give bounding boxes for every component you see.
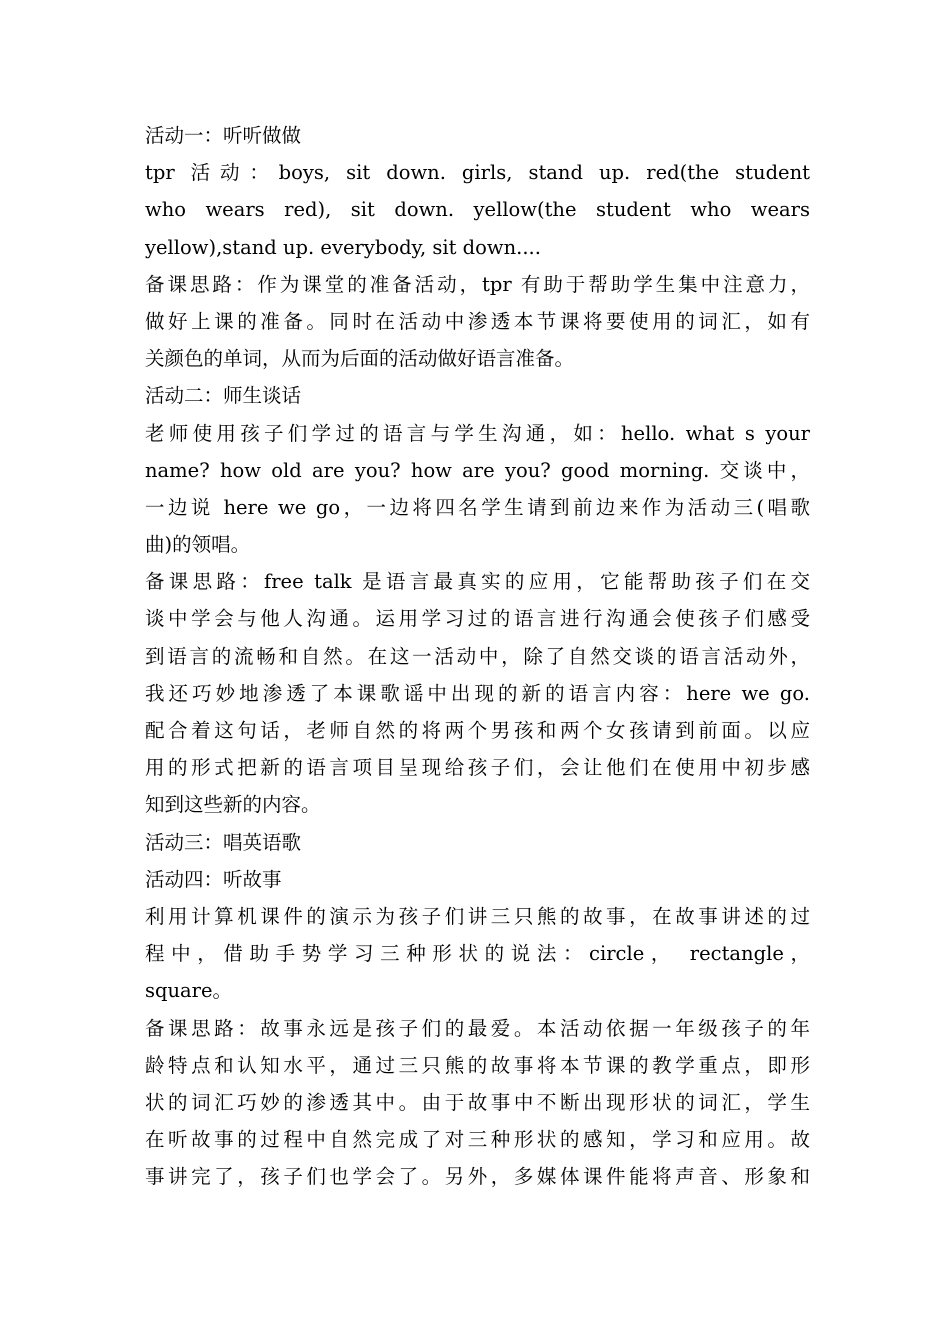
heading-activity-4: 活动四：听故事 — [145, 867, 282, 891]
text-line: tpr 活动：boys, sit down. girls, stand up. red(the student — [145, 161, 810, 185]
text-line: 我还巧妙地渗透了本课歌谣中出现的新的语言内容：here we go. — [145, 681, 810, 705]
text-line: yellow),stand up. everybody, sit down.... — [145, 235, 541, 259]
text-line: 备课思路：作为课堂的准备活动，tpr 有助于帮助学生集中注意力， — [145, 272, 810, 296]
text-line: 状的词汇巧妙的渗透其中。由于故事中不断出现形状的词汇，学生 — [145, 1090, 810, 1114]
text-line: square。 — [145, 979, 233, 1003]
text-line: 备课思路：故事永远是孩子们的最爱。本活动依据一年级孩子的年 — [145, 1016, 810, 1040]
heading-activity-2: 活动二：师生谈话 — [145, 384, 302, 408]
text-line: 做好上课的准备。同时在活动中渗透本节课将要使用的词汇，如有 — [145, 309, 810, 333]
heading-activity-1: 活动一：听听做做 — [145, 124, 302, 147]
text-line: 备课思路：free talk 是语言最真实的应用，它能帮助孩子们在交 — [145, 570, 810, 594]
text-line: 龄特点和认知水平，通过三只熊的故事将本节课的教学重点，即形 — [145, 1053, 810, 1077]
text-line: 老师使用孩子们学过的语言与学生沟通，如：hello. what s your — [145, 421, 810, 445]
text-line: 知到这些新的内容。 — [145, 793, 321, 817]
text-line: 用的形式把新的语言项目呈现给孩子们，会让他们在使用中初步感 — [145, 756, 810, 780]
text-line: 一边说 here we go，一边将四名学生请到前边来作为活动三(唱歌 — [145, 495, 810, 519]
text-line: 利用计算机课件的演示为孩子们讲三只熊的故事，在故事讲述的过 — [145, 904, 810, 928]
text-line: 曲)的领唱。 — [145, 533, 251, 557]
text-line: 在听故事的过程中自然完成了对三种形状的感知，学习和应用。故 — [145, 1128, 810, 1152]
document-page — [145, 117, 810, 1195]
text-line: 到语言的流畅和自然。在这一活动中，除了自然交谈的语言活动外， — [145, 644, 810, 668]
text-line: name? how old are you? how are you? good morning. 交谈中， — [145, 458, 810, 482]
text-line: 配合着这句话，老师自然的将两个男孩和两个女孩请到前面。以应 — [145, 719, 810, 742]
text-line: 事讲完了，孩子们也学会了。另外，多媒体课件能将声音、形象和 — [145, 1165, 810, 1189]
text-line: 程中，借助手势学习三种形状的说法：circle， rectangle， — [145, 942, 810, 966]
text-line: 关颜色的单词，从而为后面的活动做好语言准备。 — [145, 347, 575, 371]
heading-activity-3: 活动三：唱英语歌 — [145, 830, 302, 854]
text-line: who wears red), sit down. yellow(the student who wears — [145, 198, 810, 222]
text-line: 谈中学会与他人沟通。运用学习过的语言进行沟通会使孩子们感受 — [145, 607, 810, 631]
